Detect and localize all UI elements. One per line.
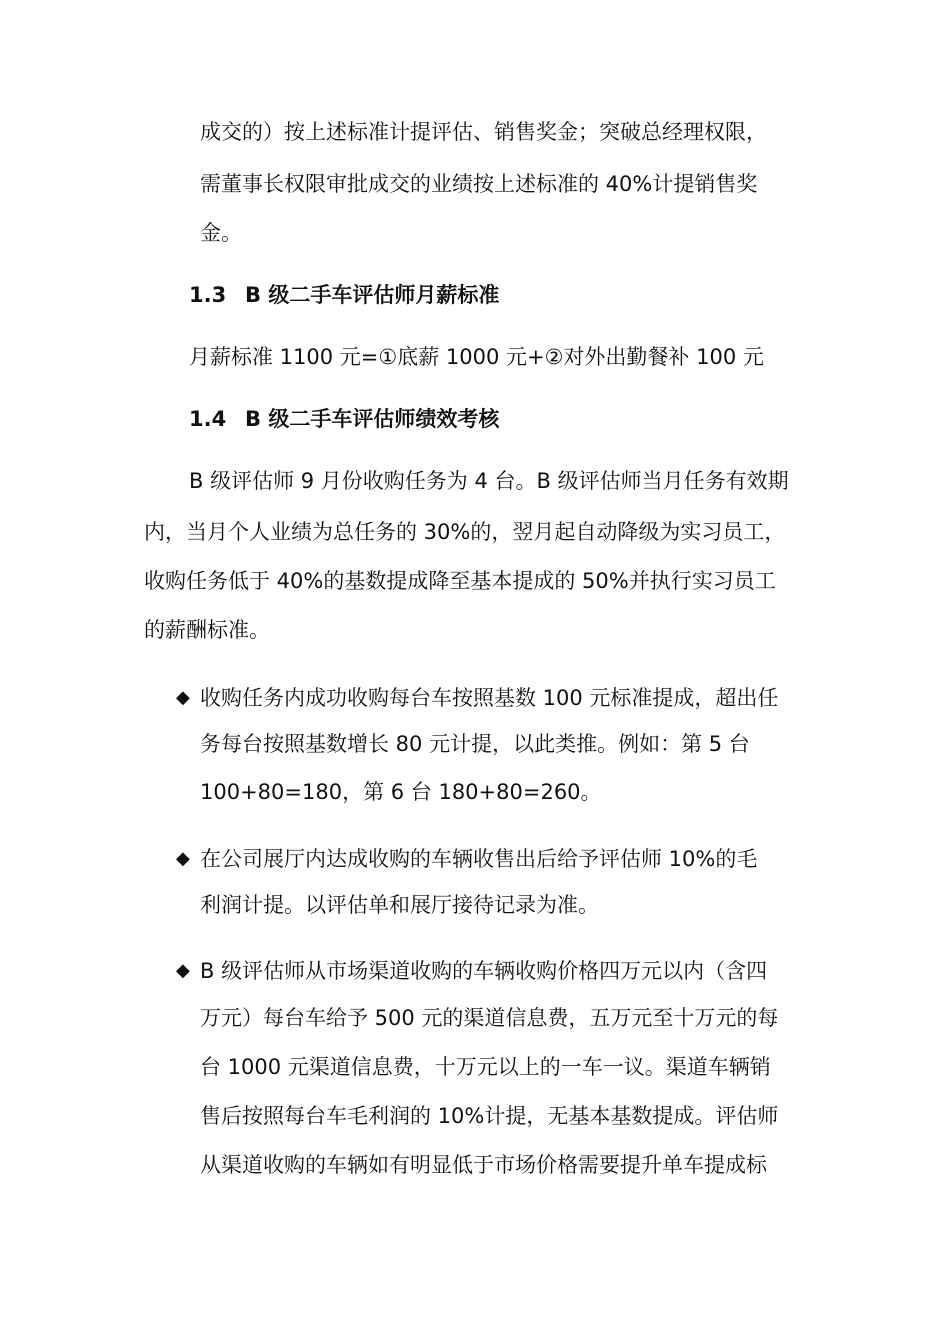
text-line: 的薪酬标准。 — [144, 618, 270, 642]
text-line: 收购任务低于 40%的基数提成降至基本提成的 50%并执行实习员工 — [144, 569, 776, 593]
text-line: 在公司展厅内达成收购的车辆收售出后给予评估师 10%的毛 — [200, 847, 758, 871]
text-line: 100+80=180，第 6 台 180+80=260。 — [200, 780, 602, 804]
section-number: 1.4 — [189, 407, 227, 431]
text-line: B 级评估师 9 月份收购任务为 4 台。B 级评估师当月任务有效期 — [189, 469, 789, 493]
section-title: B 级二手车评估师绩效考核 — [245, 407, 500, 431]
text-line: 售后按照每台车毛利润的 10%计提，无基本基数提成。评估师 — [200, 1104, 779, 1128]
text-line: 从渠道收购的车辆如有明显低于市场价格需要提升单车提成标 — [200, 1153, 767, 1177]
text-line: 金。 — [200, 221, 242, 245]
diamond-bullet-icon: ◆ — [176, 687, 190, 708]
text-line: 内，当月个人业绩为总任务的 30%的，翌月起自动降级为实习员工， — [144, 520, 786, 544]
text-line: 务每台按照基数增长 80 元计提，以此类推。例如：第 5 台 — [200, 732, 750, 756]
diamond-bullet-icon: ◆ — [176, 960, 190, 981]
section-title: B 级二手车评估师月薪标准 — [245, 283, 500, 307]
text-line: 利润计提。以评估单和展厅接待记录为准。 — [200, 893, 599, 917]
section-heading — [189, 280, 499, 310]
section-number: 1.3 — [189, 283, 227, 307]
text-line: 月薪标准 1100 元=①底薪 1000 元+②对外出勤餐补 100 元 — [189, 345, 764, 369]
text-line: 收购任务内成功收购每台车按照基数 100 元标准提成，超出任 — [200, 686, 779, 710]
diamond-bullet-icon: ◆ — [176, 848, 190, 869]
section-heading — [189, 404, 499, 434]
text-line: 成交的）按上述标准计提评估、销售奖金；突破总经理权限， — [200, 120, 767, 144]
text-line: 台 1000 元渠道信息费，十万元以上的一车一议。渠道车辆销 — [200, 1055, 771, 1079]
text-line: 需董事长权限审批成交的业绩按上述标准的 40%计提销售奖 — [200, 172, 758, 196]
text-line: B 级评估师从市场渠道收购的车辆收购价格四万元以内（含四 — [200, 959, 768, 983]
text-line: 万元）每台车给予 500 元的渠道信息费，五万元至十万元的每 — [200, 1006, 779, 1030]
